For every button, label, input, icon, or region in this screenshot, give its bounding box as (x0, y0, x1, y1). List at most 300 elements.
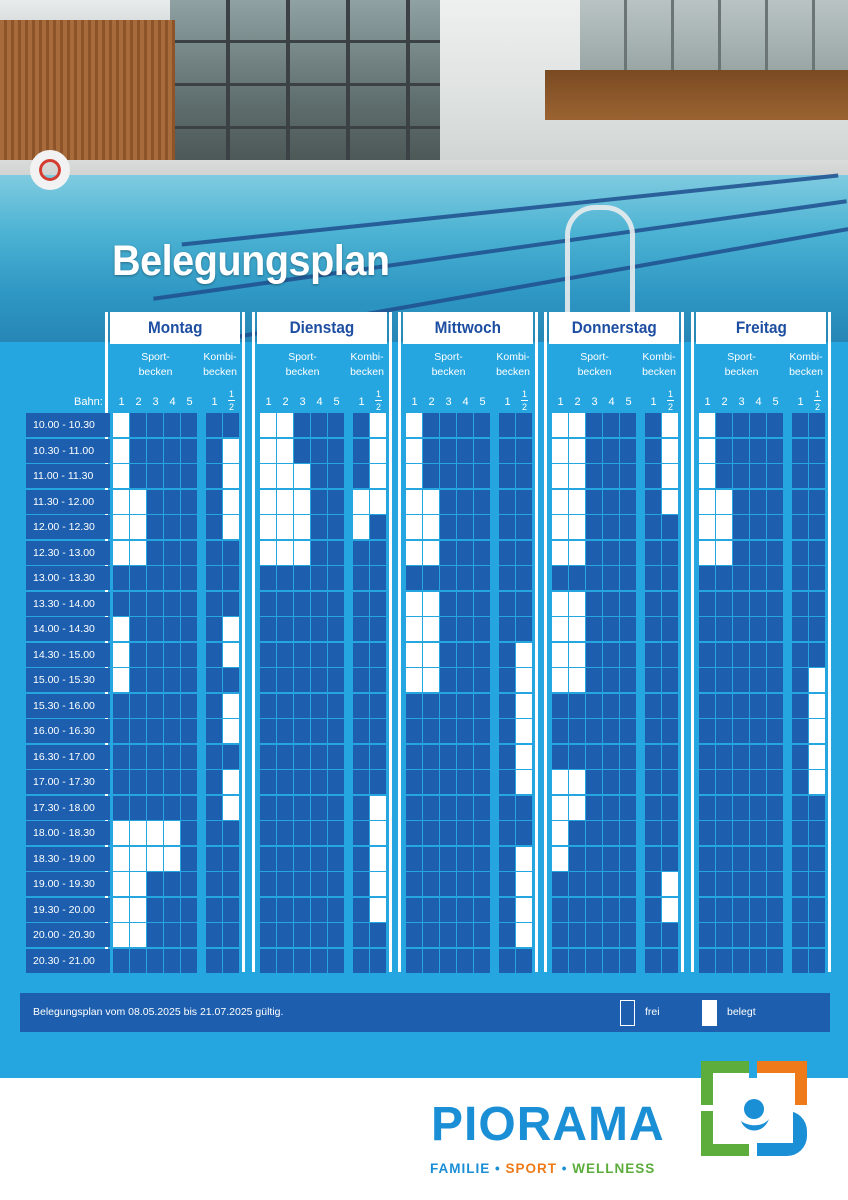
day-separator (681, 312, 684, 972)
lane-number: 2 (135, 396, 142, 408)
slot-cell (699, 745, 715, 769)
slot-cell (440, 821, 456, 845)
slot-cell (294, 872, 310, 896)
slot-cell (147, 541, 163, 565)
slot-cell (353, 847, 369, 871)
slot-cell (733, 413, 749, 437)
slot-cell (260, 898, 276, 922)
slot-cell (130, 745, 146, 769)
slot-cell (294, 439, 310, 463)
slot-cell (353, 464, 369, 488)
slot-cell (147, 566, 163, 590)
slot-cell (474, 719, 490, 743)
slot-cell (603, 923, 619, 947)
slot-cell (750, 821, 766, 845)
slot-cell (406, 898, 422, 922)
slot-cell (733, 541, 749, 565)
lane-number: 4 (169, 396, 176, 408)
slot-cell (113, 821, 129, 845)
slot-cell (767, 566, 783, 590)
slot-cell (277, 592, 293, 616)
slot-cell (147, 490, 163, 514)
slot-cell (147, 872, 163, 896)
slot-cell (294, 541, 310, 565)
slot-cell (457, 439, 473, 463)
tagline-sport: SPORT (505, 1161, 558, 1176)
slot-cell (223, 745, 239, 769)
slot-cell (767, 490, 783, 514)
slot-cell (474, 694, 490, 718)
slot-cell (130, 617, 146, 641)
slot-cell (586, 541, 602, 565)
slot-cell (353, 898, 369, 922)
slot-cell (328, 694, 344, 718)
slot-cell (181, 592, 197, 616)
slot-cell (206, 949, 222, 973)
slot-cell (767, 898, 783, 922)
slot-cell (277, 515, 293, 539)
slot-cell (809, 923, 825, 947)
slot-cell (206, 898, 222, 922)
slot-cell (662, 668, 678, 692)
slot-cell (206, 566, 222, 590)
slot-cell (809, 643, 825, 667)
slot-cell (130, 566, 146, 590)
slot-cell (181, 541, 197, 565)
time-slot-label: 19.00 - 19.30 (26, 872, 110, 896)
slot-cell (620, 464, 636, 488)
legend-busy-label: belegt (727, 1006, 756, 1018)
slot-cell (440, 923, 456, 947)
slot-cell (353, 413, 369, 437)
slot-cell (440, 872, 456, 896)
slot-cell (474, 949, 490, 973)
slot-cell (130, 643, 146, 667)
slot-cell (440, 617, 456, 641)
tagline-wellness: WELLNESS (572, 1161, 656, 1176)
slot-cell (206, 872, 222, 896)
slot-cell (809, 464, 825, 488)
slot-cell (733, 770, 749, 794)
slot-cell (223, 821, 239, 845)
lane-number: 1 (358, 396, 365, 408)
lane-number: 2 (574, 396, 581, 408)
slot-cell (620, 821, 636, 845)
slot-cell (440, 668, 456, 692)
slot-cell (569, 898, 585, 922)
slot-cell (645, 821, 661, 845)
slot-cell (277, 796, 293, 820)
slot-cell (423, 566, 439, 590)
time-slot-label: 12.00 - 12.30 (26, 515, 110, 539)
slot-cell (440, 592, 456, 616)
slot-cell (603, 898, 619, 922)
slot-cell (294, 592, 310, 616)
slot-cell (223, 413, 239, 437)
slot-cell (328, 668, 344, 692)
slot-cell (620, 770, 636, 794)
slot-cell (603, 796, 619, 820)
slot-cell (569, 668, 585, 692)
slot-cell (294, 949, 310, 973)
slot-cell (457, 923, 473, 947)
slot-cell (113, 566, 129, 590)
day-header-label: Freitag (735, 318, 787, 337)
lane-number: 2 (282, 396, 289, 408)
slot-cell (699, 719, 715, 743)
slot-cell (440, 490, 456, 514)
slot-cell (130, 770, 146, 794)
slot-cell (311, 617, 327, 641)
slot-cell (277, 923, 293, 947)
slot-cell (569, 770, 585, 794)
slot-cell (552, 541, 568, 565)
slot-cell (423, 923, 439, 947)
slot-cell (277, 566, 293, 590)
slot-cell (328, 872, 344, 896)
slot-cell (164, 413, 180, 437)
slot-cell (603, 617, 619, 641)
slot-cell (645, 617, 661, 641)
slot-cell (260, 439, 276, 463)
slot-cell (552, 490, 568, 514)
slot-cell (662, 898, 678, 922)
slot-cell (552, 745, 568, 769)
slot-cell (164, 439, 180, 463)
slot-cell (499, 770, 515, 794)
slot-cell (440, 719, 456, 743)
slot-cell (181, 490, 197, 514)
slot-cell (164, 872, 180, 896)
slot-cell (792, 923, 808, 947)
slot-cell (130, 490, 146, 514)
slot-cell (328, 566, 344, 590)
slot-cell (767, 592, 783, 616)
slot-cell (457, 413, 473, 437)
slot-cell (750, 694, 766, 718)
slot-cell (733, 745, 749, 769)
slot-cell (499, 796, 515, 820)
slot-cell (328, 592, 344, 616)
lane-number: 5 (479, 396, 486, 408)
slot-cell (699, 898, 715, 922)
slot-cell (792, 643, 808, 667)
slot-cell (406, 923, 422, 947)
slot-cell (406, 949, 422, 973)
slot-cell (603, 566, 619, 590)
slot-cell (474, 490, 490, 514)
slot-cell (603, 719, 619, 743)
slot-cell (113, 668, 129, 692)
slot-cell (474, 872, 490, 896)
sport-becken-label: Sport- becken (577, 351, 612, 378)
slot-cell (164, 821, 180, 845)
slot-cell (733, 898, 749, 922)
slot-cell (277, 719, 293, 743)
slot-cell (603, 515, 619, 539)
slot-cell (260, 847, 276, 871)
slot-cell (113, 872, 129, 896)
slot-cell (353, 515, 369, 539)
slot-cell (113, 796, 129, 820)
slot-cell (499, 541, 515, 565)
slot-cell (181, 949, 197, 973)
slot-cell (699, 413, 715, 437)
slot-cell (792, 949, 808, 973)
slot-cell (474, 668, 490, 692)
slot-cell (733, 643, 749, 667)
slot-cell (569, 592, 585, 616)
lane-number: 1 (265, 396, 272, 408)
slot-cell (699, 949, 715, 973)
slot-cell (645, 847, 661, 871)
slot-cell (569, 796, 585, 820)
slot-cell (457, 668, 473, 692)
slot-cell (645, 668, 661, 692)
slot-cell (457, 515, 473, 539)
slot-cell (699, 592, 715, 616)
time-slot-label: 10.00 - 10.30 (26, 413, 110, 437)
slot-cell (223, 490, 239, 514)
slot-cell (474, 923, 490, 947)
slot-cell (130, 796, 146, 820)
slot-cell (586, 872, 602, 896)
slot-cell (260, 566, 276, 590)
slot-cell (516, 694, 532, 718)
slot-cell (792, 566, 808, 590)
slot-cell (516, 923, 532, 947)
frac-numerator: 1 (375, 389, 381, 399)
slot-cell (767, 541, 783, 565)
slot-cell (311, 847, 327, 871)
slot-cell (223, 592, 239, 616)
day-separator (398, 312, 401, 972)
slot-cell (370, 821, 386, 845)
slot-cell (733, 796, 749, 820)
slot-cell (277, 668, 293, 692)
lane-number: 3 (445, 396, 452, 408)
slot-cell (516, 796, 532, 820)
slot-cell (733, 694, 749, 718)
slot-cell (474, 847, 490, 871)
slot-cell (423, 413, 439, 437)
lane-number: 1 (211, 396, 218, 408)
time-slot-label: 11.30 - 12.00 (26, 490, 110, 514)
slot-cell (328, 413, 344, 437)
slot-cell (260, 617, 276, 641)
slot-cell (662, 413, 678, 437)
slot-cell (406, 668, 422, 692)
slot-cell (206, 464, 222, 488)
sport-becken-label: Sport- becken (724, 351, 759, 378)
lane-number: 1 (797, 396, 804, 408)
slot-cell (370, 490, 386, 514)
slot-cell (499, 643, 515, 667)
brand-tagline (430, 1161, 655, 1176)
slot-cell (792, 413, 808, 437)
slot-cell (767, 439, 783, 463)
slot-cell (130, 515, 146, 539)
slot-cell (206, 413, 222, 437)
lane-number: 5 (772, 396, 779, 408)
slot-cell (440, 847, 456, 871)
kombi-becken-label: Kombi- becken (789, 351, 823, 378)
time-slot-label: 19.30 - 20.00 (26, 898, 110, 922)
day-header-dienstag (257, 312, 387, 344)
slot-cell (353, 643, 369, 667)
slot-cell (457, 694, 473, 718)
slot-cell (499, 668, 515, 692)
slot-cell (620, 439, 636, 463)
slot-cell (645, 872, 661, 896)
slot-cell (552, 566, 568, 590)
slot-cell (662, 745, 678, 769)
slot-cell (662, 464, 678, 488)
slot-cell (260, 821, 276, 845)
slot-cell (716, 923, 732, 947)
slot-cell (311, 439, 327, 463)
slot-cell (716, 898, 732, 922)
slot-cell (767, 745, 783, 769)
slot-cell (499, 923, 515, 947)
slot-cell (423, 464, 439, 488)
slot-cell (311, 745, 327, 769)
slot-cell (586, 515, 602, 539)
slot-cell (113, 464, 129, 488)
slot-cell (181, 847, 197, 871)
lane-number: 1 (118, 396, 125, 408)
slot-cell (733, 464, 749, 488)
slot-cell (569, 515, 585, 539)
slot-cell (353, 592, 369, 616)
time-slot-label: 14.00 - 14.30 (26, 617, 110, 641)
slot-cell (328, 643, 344, 667)
slot-cell (147, 770, 163, 794)
slot-cell (328, 515, 344, 539)
slot-cell (223, 796, 239, 820)
slot-cell (716, 872, 732, 896)
day-separator (389, 312, 392, 972)
slot-cell (645, 949, 661, 973)
slot-cell (440, 464, 456, 488)
slot-cell (569, 872, 585, 896)
slot-cell (716, 694, 732, 718)
slot-cell (457, 490, 473, 514)
slot-cell (809, 592, 825, 616)
kombi-becken-label: Kombi- becken (203, 351, 237, 378)
slot-cell (406, 694, 422, 718)
slot-cell (603, 490, 619, 514)
slot-cell (440, 439, 456, 463)
slot-cell (370, 949, 386, 973)
time-slot-label: 13.30 - 14.00 (26, 592, 110, 616)
slot-cell (370, 464, 386, 488)
slot-cell (260, 490, 276, 514)
slot-cell (603, 541, 619, 565)
slot-cell (260, 413, 276, 437)
slot-cell (586, 566, 602, 590)
slot-cell (662, 694, 678, 718)
slot-cell (130, 821, 146, 845)
slot-cell (620, 949, 636, 973)
slot-cell (406, 413, 422, 437)
slot-cell (716, 515, 732, 539)
frac-bar (667, 400, 674, 401)
slot-cell (552, 949, 568, 973)
slot-cell (181, 515, 197, 539)
slot-cell (716, 541, 732, 565)
slot-cell (206, 592, 222, 616)
slot-cell (130, 541, 146, 565)
legend-busy-swatch (702, 1000, 717, 1026)
sport-becken-label: Sport- becken (431, 351, 466, 378)
slot-cell (353, 617, 369, 641)
slot-cell (164, 898, 180, 922)
slot-cell (311, 413, 327, 437)
slot-cell (328, 439, 344, 463)
slot-cell (569, 617, 585, 641)
slot-cell (164, 949, 180, 973)
slot-cell (552, 643, 568, 667)
slot-cell (294, 745, 310, 769)
lane-number-half (370, 389, 387, 412)
slot-cell (716, 668, 732, 692)
slot-cell (311, 949, 327, 973)
slot-cell (809, 898, 825, 922)
slot-cell (603, 464, 619, 488)
slot-cell (552, 898, 568, 922)
slot-cell (750, 464, 766, 488)
slot-cell (750, 898, 766, 922)
slot-cell (147, 821, 163, 845)
slot-cell (294, 796, 310, 820)
lane-number: 3 (299, 396, 306, 408)
slot-cell (516, 490, 532, 514)
lane-number: 5 (625, 396, 632, 408)
slot-cell (147, 949, 163, 973)
slot-cell (147, 745, 163, 769)
slot-cell (147, 464, 163, 488)
slot-cell (130, 847, 146, 871)
slot-cell (406, 490, 422, 514)
slot-cell (699, 847, 715, 871)
slot-cell (750, 490, 766, 514)
slot-cell (328, 898, 344, 922)
slot-cell (474, 617, 490, 641)
slot-cell (260, 770, 276, 794)
lane-number: 1 (557, 396, 564, 408)
slot-cell (181, 821, 197, 845)
slot-cell (113, 541, 129, 565)
slot-cell (569, 694, 585, 718)
validity-text: Belegungsplan vom 08.05.2025 bis 21.07.2025 gültig. (33, 1006, 284, 1018)
slot-cell (645, 413, 661, 437)
slot-cell (662, 566, 678, 590)
frac-denominator: 2 (814, 402, 820, 412)
slot-cell (294, 923, 310, 947)
slot-cell (603, 668, 619, 692)
slot-cell (552, 872, 568, 896)
slot-cell (792, 592, 808, 616)
slot-cell (792, 515, 808, 539)
slot-cell (223, 770, 239, 794)
slot-cell (440, 796, 456, 820)
slot-cell (767, 770, 783, 794)
slot-cell (516, 745, 532, 769)
slot-cell (206, 847, 222, 871)
slot-cell (645, 490, 661, 514)
slot-cell (586, 923, 602, 947)
